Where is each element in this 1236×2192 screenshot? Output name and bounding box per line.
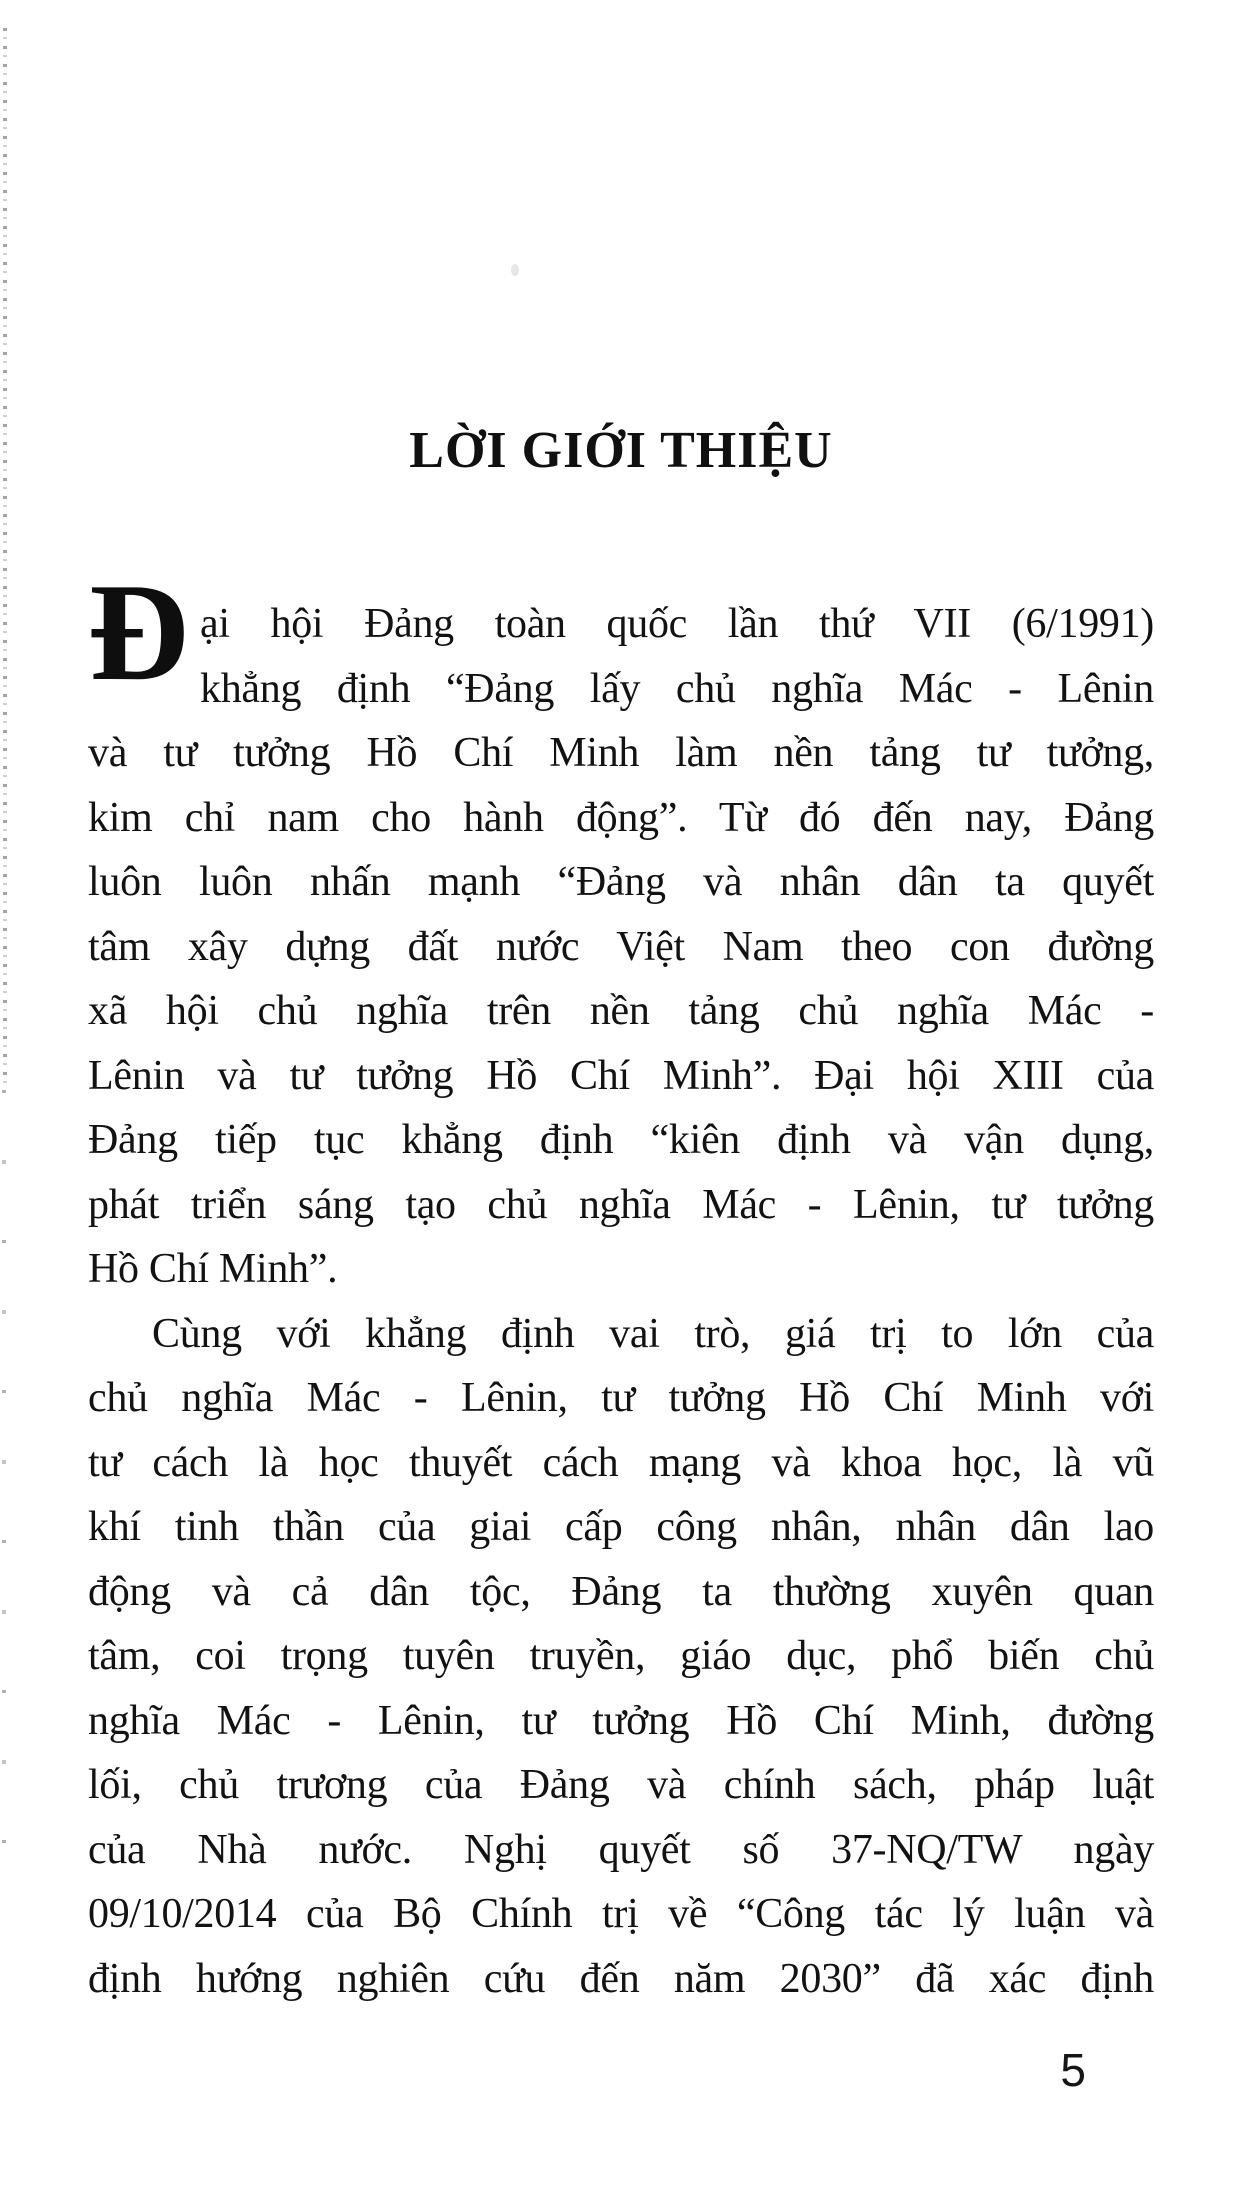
text-line: phát triển sáng tạo chủ nghĩa Mác - Lênin, tư tưởng [88, 1181, 1154, 1228]
text-line: và tư tưởng Hồ Chí Minh làm nền tảng tư tưởng, [88, 730, 1154, 776]
text-line: tư cách là học thuyết cách mạng và khoa học, là vũ [88, 1439, 1154, 1486]
text-line: tâm, coi trọng tuyên truyền, giáo dục, phổ biến chủ [88, 1633, 1154, 1679]
text-line: chủ nghĩa Mác - Lênin, tư tưởng Hồ Chí Minh với [88, 1375, 1154, 1421]
scan-artifact-left-edge [3, 28, 7, 1083]
text-line: kim chỉ nam cho hành động”. Từ đó đến nay, Đảng [88, 794, 1154, 841]
text-line: lối, chủ trương của Đảng và chính sách, pháp luật [88, 1762, 1154, 1808]
paragraph-1 [88, 555, 1154, 1302]
text-line: ại hội Đảng toàn quốc lần thứ VII (6/1991) [200, 601, 1154, 647]
text-line: định hướng nghiên cứu đến năm 2030” đã xác định [88, 1955, 1154, 2002]
text-line: luôn luôn nhấn mạnh “Đảng và nhân dân ta quyết [88, 859, 1154, 905]
text-line: khí tinh thần của giai cấp công nhân, nhân dân lao [88, 1504, 1154, 1550]
text-line: khẳng định “Đảng lấy chủ nghĩa Mác - Lênin [200, 665, 1154, 712]
page-number: 5 [1060, 2044, 1086, 2096]
text-line: xã hội chủ nghĩa trên nền tảng chủ nghĩa Mác - [88, 988, 1154, 1034]
text-line: Hồ Chí Minh”. [88, 1246, 338, 1292]
text-line: Đảng tiếp tục khẳng định “kiên định và vận dụng, [88, 1117, 1154, 1163]
paragraph-2 [88, 1302, 1154, 2012]
drop-cap: Đ [88, 555, 189, 710]
body-text [88, 555, 1154, 2011]
scan-artifact-left-edge-lower [2, 1090, 6, 1850]
text-line: tâm xây dựng đất nước Việt Nam theo con đường [88, 923, 1154, 970]
scan-artifact-speck [511, 264, 519, 276]
text-line: của Nhà nước. Nghị quyết số 37-NQ/TW ngày [88, 1826, 1154, 1873]
text-line: nghĩa Mác - Lênin, tư tưởng Hồ Chí Minh, đường [88, 1697, 1154, 1744]
text-line: Lênin và tư tưởng Hồ Chí Minh”. Đại hội XIII của [88, 1052, 1154, 1099]
text-line: 09/10/2014 của Bộ Chính trị về “Công tác lý luận và [88, 1891, 1154, 1937]
text-line: Cùng với khẳng định vai trò, giá trị to lớn của [152, 1310, 1154, 1357]
text-line: động và cả dân tộc, Đảng ta thường xuyên quan [88, 1568, 1154, 1615]
page-title: LỜI GIỚI THIỆU [409, 422, 833, 479]
